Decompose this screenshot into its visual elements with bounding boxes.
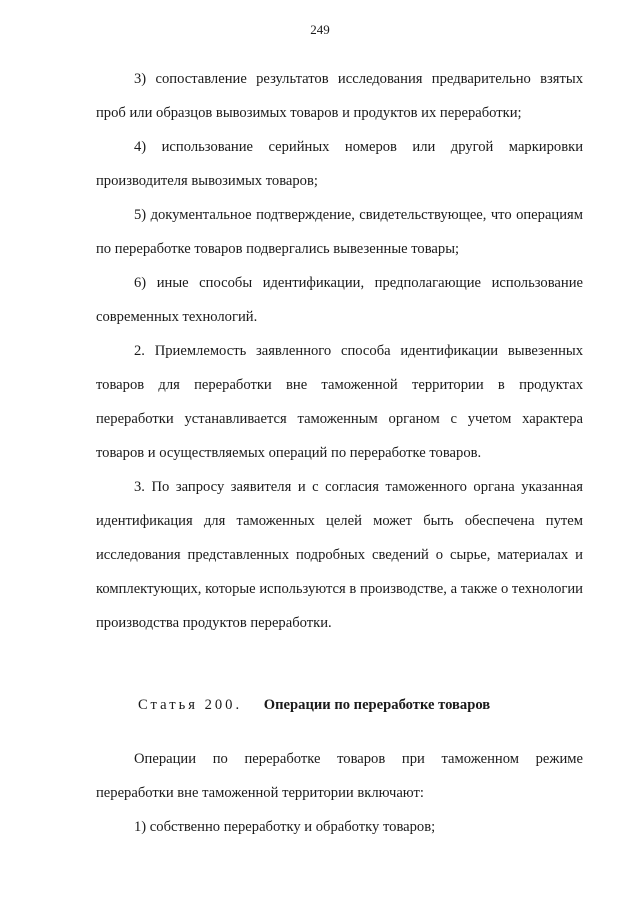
paragraph-item-5: 5) документальное подтверждение, свидетельствующее, что операциям по переработке товаров подвергались вывезенные товары; — [96, 207, 583, 257]
paragraph-section-3: 3. По запросу заявителя и с согласия таможенного органа указанная идентификация для таможенных целей может быть обеспечена путем исследования представленных подробных сведений о сырье, материалах и комплектующих, которые используются в производстве, а также о технологии производства продуктов переработки. — [96, 479, 583, 631]
body-text-top — [96, 62, 583, 640]
paragraph-item-4: 4) использование серийных номеров или другой маркировки производителя вывозимых товаров; — [96, 139, 583, 189]
paragraph-section-2: 2. Приемлемость заявленного способа идентификации вывезенных товаров для переработки вне таможенной территории в продуктах переработки устанавливается таможенным органом с учетом характера товаров и осуществляемых операций по переработке товаров. — [96, 343, 583, 461]
paragraph-operations-item-1: 1) собственно переработку и обработку товаров; — [134, 819, 436, 835]
paragraph-operations-intro: Операции по переработке товаров при таможенном режиме переработки вне таможенной территории включают: — [96, 751, 583, 801]
article-title: Операции по переработке товаров — [263, 697, 491, 713]
paragraph-item-3: 3) сопоставление результатов исследования предварительно взятых проб или образцов вывозимых товаров и продуктов их переработки; — [96, 71, 583, 121]
paragraph-item-6: 6) иные способы идентификации, предполагающие использование современных технологий. — [96, 275, 583, 325]
article-label: Статья 200. — [138, 697, 243, 713]
article-heading — [138, 697, 490, 714]
page-number: 249 — [310, 22, 330, 37]
body-text-bottom — [96, 742, 583, 844]
